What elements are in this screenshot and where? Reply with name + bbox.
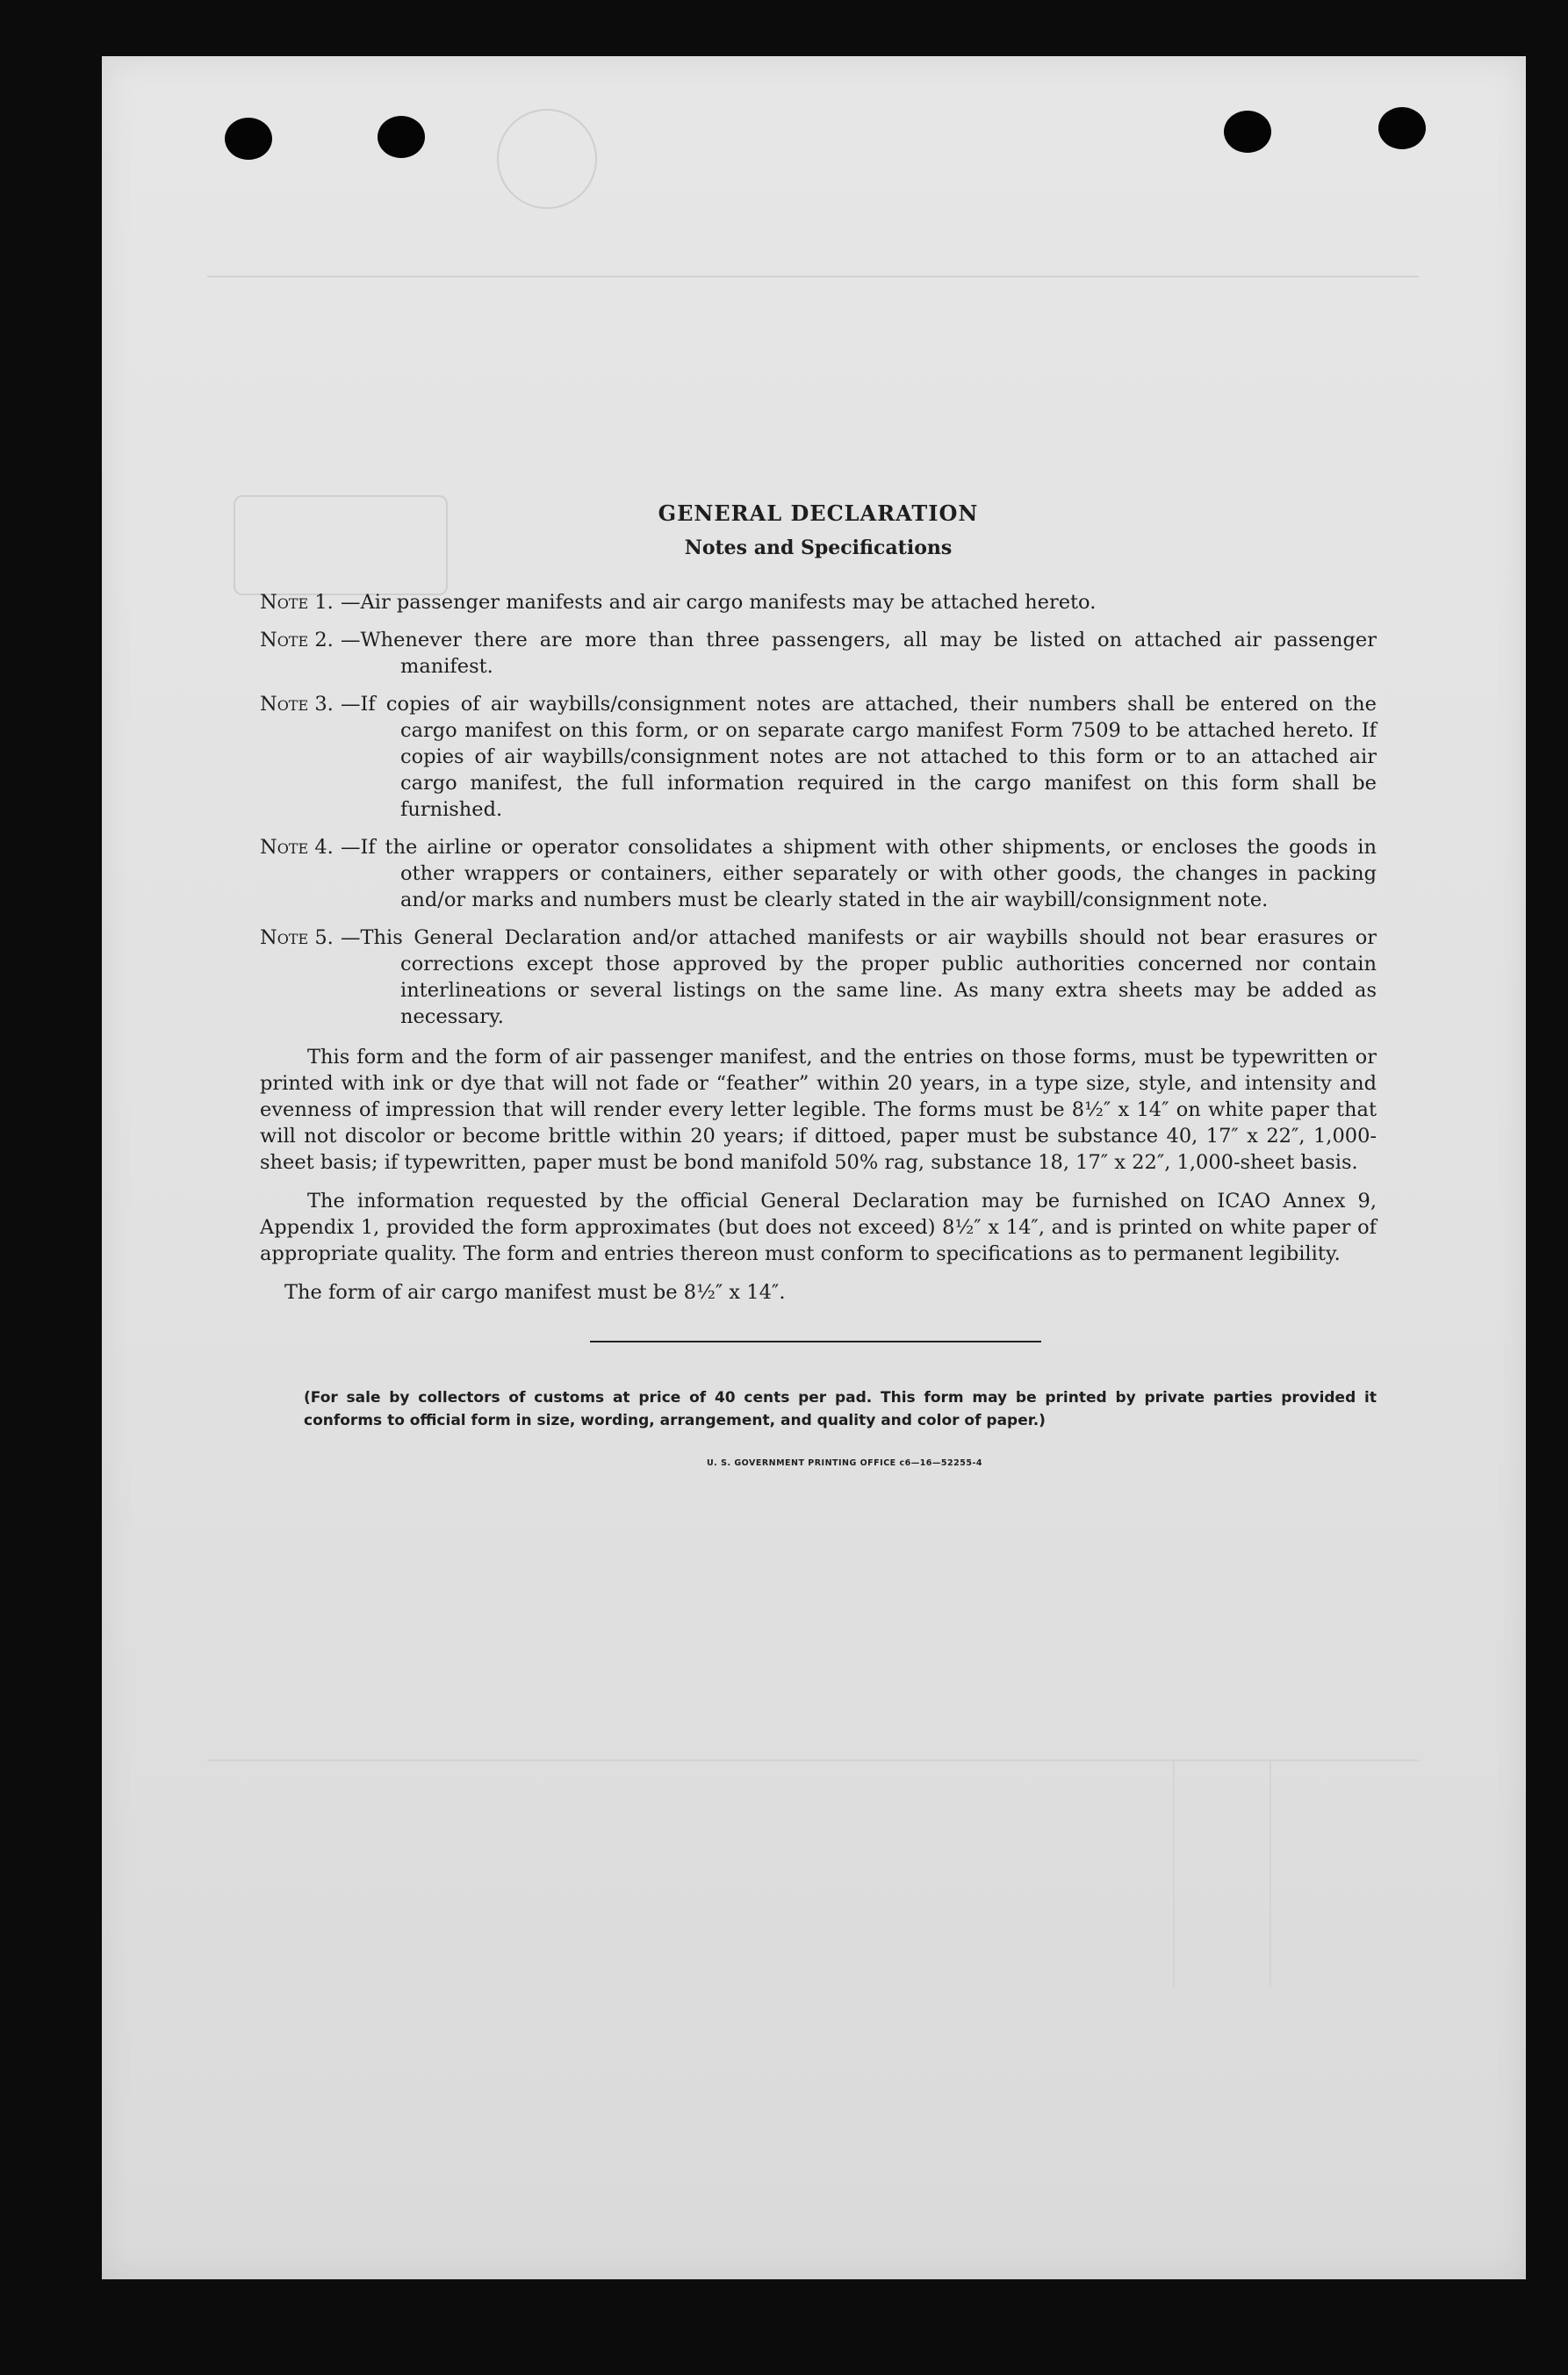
printer-imprint: U. S. GOVERNMENT PRINTING OFFICE c6—16—52255-4	[706, 1458, 983, 1468]
punch-hole	[1224, 111, 1271, 153]
note-label: Note	[260, 591, 309, 614]
punch-hole	[1378, 107, 1426, 149]
note-label: Note	[260, 836, 309, 859]
note-number: 3.	[314, 693, 334, 716]
note-1	[260, 589, 1377, 615]
declaration-notes	[260, 500, 1377, 1468]
note-text: —If copies of air waybills/consignment notes are attached, their numbers shall be entered on the cargo manifest on this form, or on separate cargo manifest Form 7509 to be attached hereto. If copies of air waybills/consignment notes are not attached to this form or to an attached air cargo manifest, the full information required in the cargo manifest on this form shall be furnished.	[341, 693, 1377, 821]
specification-paragraph: The form of air cargo manifest must be 8½″ x 14″.	[284, 1281, 786, 1304]
bleed-through-line	[1173, 1760, 1175, 1988]
sale-notice: (For sale by collectors of customs at price of 40 cents per pad. This form may be printed by private parties provided it conforms to official form in size, wording, arrangement, and quality and color of paper.)	[304, 1389, 1377, 1429]
note-text: —This General Declaration and/or attached manifests or air waybills should not bear erasures or corrections except those approved by the proper public authorities concerned nor contain interlineations or several listings on the same line. As many extra sheets may be added as necessary.	[341, 926, 1377, 1028]
note-label: Note	[260, 926, 309, 949]
note-label: Note	[260, 629, 309, 651]
note-text: —If the airline or operator consolidates a shipment with other shipments, or encloses the goods in other wrappers or containers, either separately or with other goods, the changes in packing and/or marks and numbers must be clearly stated in the air waybill/consignment note.	[341, 836, 1377, 911]
bleed-through-line	[207, 1760, 1419, 1761]
note-label: Note	[260, 693, 309, 716]
specification-paragraph: This form and the form of air passenger manifest, and the entries on those forms, must be typewritten or printed with ink or dye that will not fade or “feather” within 20 years, in a type size, style, and intensity and evenness of impression that will render every letter legible. The forms must be 8½″ x 14″ on white paper that will not discolor or become brittle within 20 years; if dittoed, paper must be substance 40, 17″ x 22″, 1,000-sheet basis; if typewritten, paper must be bond manifold 50% rag, substance 18, 17″ x 22″, 1,000-sheet basis.	[260, 1046, 1377, 1174]
note-text: —Air passenger manifests and air cargo manifests may be attached hereto.	[341, 591, 1097, 614]
bleed-through-line	[1270, 1760, 1271, 1988]
note-2	[260, 627, 1377, 680]
note-3	[260, 691, 1377, 823]
specification-paragraph: The information requested by the official General Declaration may be furnished on ICAO Annex 9, Appendix 1, provided the form approximates (but does not exceed) 8½″ x 14″, and is printed on white paper of appropriate quality. The form and entries thereon must conform to specifications as to permanent legibility.	[260, 1190, 1377, 1265]
divider-rule	[590, 1341, 1041, 1342]
bleed-through-line	[207, 276, 1419, 277]
note-number: 5.	[314, 926, 334, 949]
document-subtitle: Notes and Specifications	[684, 536, 953, 559]
document-title: GENERAL DECLARATION	[658, 500, 979, 526]
punch-hole	[225, 118, 272, 160]
punch-hole	[378, 116, 425, 158]
note-5	[260, 925, 1377, 1030]
bleed-through-stamp	[497, 109, 597, 209]
note-number: 2.	[314, 629, 334, 651]
note-4	[260, 834, 1377, 913]
note-number: 4.	[314, 836, 334, 859]
note-number: 1.	[314, 591, 334, 614]
note-text: —Whenever there are more than three passengers, all may be listed on attached air passenger manifest.	[341, 629, 1377, 678]
